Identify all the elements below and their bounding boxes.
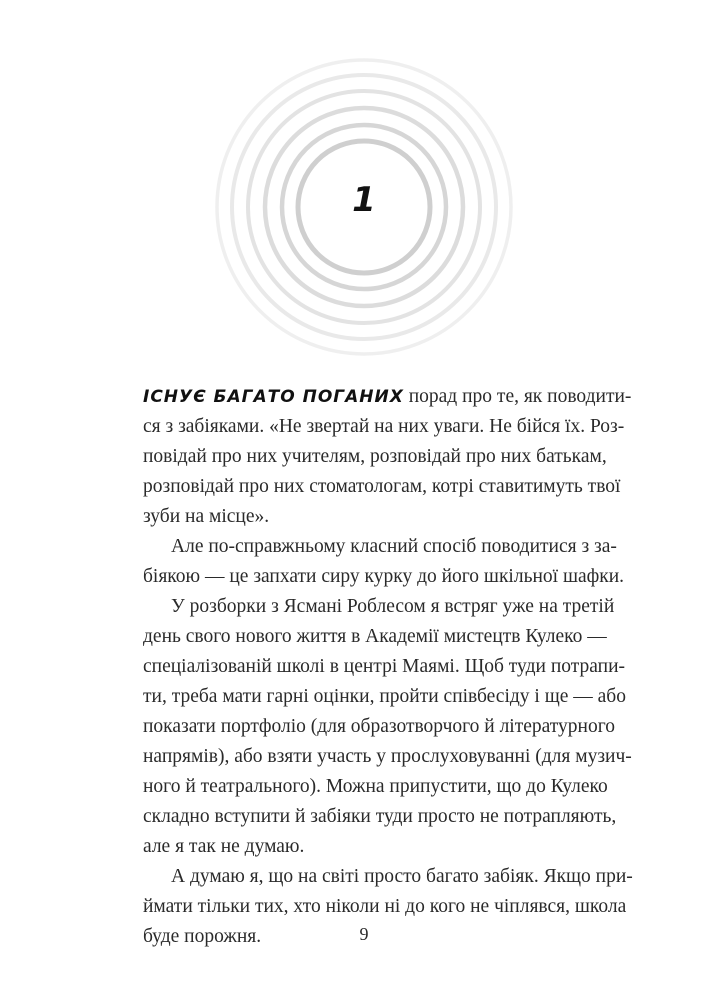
text-line: розповідай про них стоматологам, котрі ставитимуть твої — [143, 476, 621, 497]
text-line: У розборки з Ясмані Роблесом я встряг уже на третій — [171, 596, 615, 617]
text-line: ти, треба мати гарні оцінки, пройти співбесіду і ще — або — [143, 686, 626, 707]
page-number: 9 — [359, 924, 369, 944]
text-line: повідай про них учителям, розповідай про них батькам, — [143, 446, 607, 467]
text-line — [143, 382, 632, 412]
text-line: але я так не думаю. — [143, 836, 305, 857]
text-line: ймати тільки тих, хто ніколи ні до кого не чіплявся, школа — [143, 896, 627, 917]
text-line: спеціалізованій школі в центрі Маямі. Щоб туди потрапи- — [143, 656, 626, 677]
text-line: напрямів), або взяти участь у прослуховуванні (для музич- — [143, 746, 632, 767]
text-line: складно вступити й забіяки туди просто не потрапляють, — [143, 806, 617, 827]
text-line: буде порожня. — [143, 926, 262, 947]
text-line: день свого нового життя в Академії мистецтв Кулеко — — [143, 626, 607, 647]
text-line: показати портфоліо (для образотворчого й літературного — [143, 716, 616, 737]
text-line: А думаю я, що на світі просто багато забіяк. Якщо при- — [171, 866, 633, 887]
text-line: біякою — це запхати сиру курку до його шкільної шафки. — [143, 566, 625, 587]
text-line: Але по-справжньому класний спосіб поводитися з за- — [171, 536, 617, 557]
text-line: ся з забіяками. «Не звертай на них уваги. Не бійся їх. Роз- — [143, 416, 625, 437]
text-line: ного й театрального). Можна припустити, що до Кулеко — [143, 776, 608, 797]
chapter-body-text — [143, 382, 633, 952]
chapter-lead-in: ІСНУЄ БАГАТО ПОГАНИХ — [143, 387, 404, 407]
text-span: порад про те, як поводити- — [403, 386, 632, 407]
text-line: зуби на місце». — [143, 506, 270, 527]
chapter-number: 1 — [352, 180, 376, 220]
